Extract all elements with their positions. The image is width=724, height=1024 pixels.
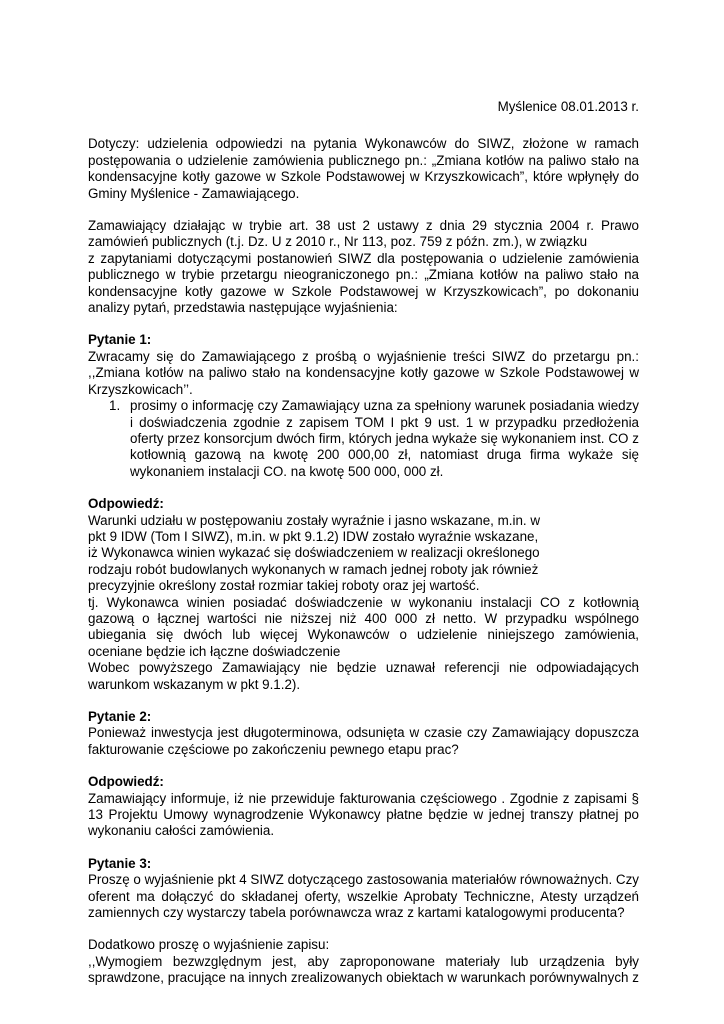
question-3-text: Proszę o wyjaśnienie pkt 4 SIWZ dotyczącego zastosowania materiałów równoważnych. Czy oferent ma dołączyć do składanej oferty, wszelkie Aprobaty Techniczne, Atesty urządzeń zamiennych czy wystarczy tabela porównawcza wraz z kartami katalogowymi producenta? xyxy=(88,872,639,921)
answer-line: pkt 9 IDW (Tom I SIWZ), m.in. w pkt 9.1.2) IDW zostało wyraźnie wskazane, xyxy=(88,528,539,544)
question-1-list xyxy=(88,398,639,480)
quote-line: sprawdzone, pracujące na innych zrealizowanych obiektach w warunkach porównywalnych z xyxy=(88,970,639,986)
answer-2-text: Zamawiający informuje, iż nie przewiduje fakturowania częściowego . Zgodnie z zapisami § 13 Projektu Umowy wynagrodzenie Wykonawcy płatne będzie w jednej transzy płatnej po wykonaniu całości zamówienia. xyxy=(88,790,639,839)
answer-line: iż Wykonawca winien wykazać się doświadczeniem w realizacji określonego xyxy=(88,545,540,561)
intro-line: Zamawiający działając w trybie art. 38 ust 2 ustawy z dnia 29 stycznia 2004 r. Prawo xyxy=(88,218,639,234)
intro-line: zamówień publicznych (t.j. Dz. U z 2010 r., Nr 113, poz. 759 z późn. zm.), w związku xyxy=(88,234,588,250)
question-3-extra-intro: Dodatkowo proszę o wyjaśnienie zapisu: xyxy=(88,937,330,953)
intro-rest: z zapytaniami dotyczącymi postanowień SIWZ dla postępowania o udzielenie zamówienia publicznego w trybie przetargu nieograniczonego pn.: „Zmiana kotłów na paliwo stało na kondensacyjne kotły gazowe w Szkole Podstawowej w Krzyszkowicach”, po dokonaniu analizy pytań, przedstawia następujące wyjaśnienia: xyxy=(88,250,639,316)
question-3-heading: Pytanie 3: xyxy=(88,855,152,871)
quote-line: ,,Wymogiem bezwzględnym jest, aby zaproponowane materiały lub urządzenia były xyxy=(88,953,639,969)
question-1-heading: Pytanie 1: xyxy=(88,332,152,348)
answer-1-paragraph-3: Wobec powyższego Zamawiający nie będzie uznawał referencji nie odpowiadających warunkom wskazanym w pkt 9.1.2). xyxy=(88,660,639,692)
answer-1-lines xyxy=(88,513,639,595)
question-2-heading: Pytanie 2: xyxy=(88,709,152,724)
question-2-text: Ponieważ inwestycja jest długoterminowa, odsunięta w czasie czy Zamawiający dopuszcza fakturowanie częściowe po zakończeniu pewnego etapu prac? xyxy=(88,725,639,757)
document-date: Myślenice 08.01.2013 r. xyxy=(497,99,639,114)
answer-1-heading: Odpowiedź: xyxy=(88,496,164,512)
subject-paragraph: Dotyczy: udzielenia odpowiedzi na pytania Wykonawców do SIWZ, złożone w ramach postępowania o udzielenie zamówienia publicznego pn.: „Zmiana kotłów na paliwo stało na kondensacyjne kotły gazowe w Szkole Podstawowej w Krzyszkowicach”, które wpłynęły do Gminy Myślenice - Zamawiającego. xyxy=(88,136,639,201)
answer-line: Warunki udziału w postępowaniu zostały wyraźnie i jasno wskazane, m.in. w xyxy=(88,512,541,528)
question-1-text: Zwracamy się do Zamawiającego z prośbą o wyjaśnienie treści SIWZ do przetargu pn.: ,,Zmiana kotłów na paliwo stało na kondensacyjne kotły gazowe w Szkole Podstawowej w Krzyszkowicach’’. xyxy=(88,348,639,397)
list-item-text: prosimy o informację czy Zamawiający uzna za spełniony warunek posiadania wiedzy i doświadczenia zgodnie z zapisem TOM I pkt 9 ust. 1 w przypadku przedłożenia oferty przez konsorcjum dwóch firm, których jedna wykaże się wykonaniem inst. CO z kotłownią gazową na kwotę 200 000,00 zł, natomiast druga firma wykaże się wykonaniem instalacji CO. na kwotę 500 000, 000 zł. xyxy=(130,398,639,479)
list-item xyxy=(109,398,639,480)
intro-paragraph xyxy=(88,218,639,316)
document-body xyxy=(88,99,639,987)
answer-line: rodzaju robót budowlanych wykonanych w ramach jednej roboty jak również xyxy=(88,561,539,577)
list-item-number: 1. xyxy=(109,398,121,414)
answer-line: precyzyjnie określony został rozmiar takiej roboty oraz jej wartość. xyxy=(88,578,480,594)
answer-2-heading: Odpowiedź: xyxy=(88,774,164,790)
answer-1-paragraph-2: tj. Wykonawca winien posiadać doświadczenie w wykonaniu instalacji CO z kotłownią gazową o łącznej wartości nie niższej niż 400 000 zł netto. W przypadku wspólnego ubiegania się dwóch lub więcej Wykonawców o udzielenie niniejszego zamówienia, oceniane będzie ich łączne doświadczenie xyxy=(88,594,639,659)
